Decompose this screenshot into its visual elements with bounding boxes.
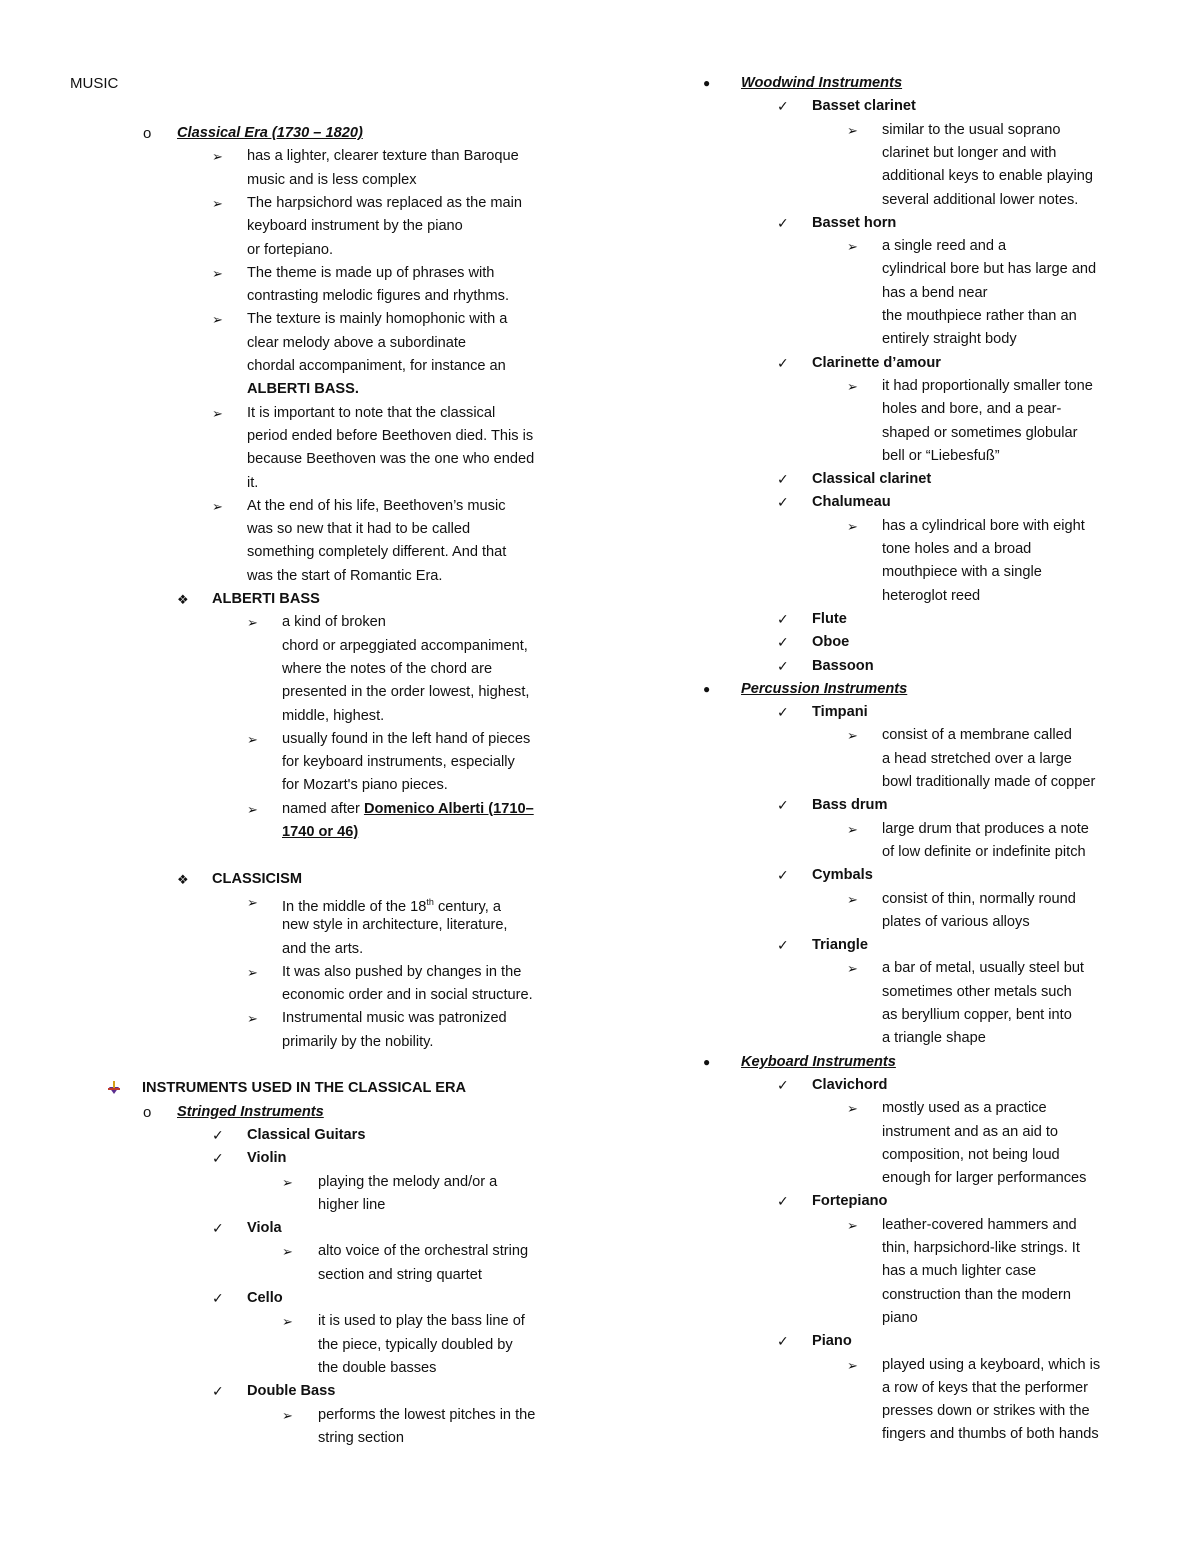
instrument-note: cylindrical bore but has large and: [882, 261, 1097, 278]
instrument-note: bell or “Liebesfuß”: [882, 447, 1000, 464]
arrow-bullet-icon: ➢: [212, 498, 223, 514]
bullet-text: The harpsichord was replaced as the main: [247, 194, 522, 211]
instrument-name: Cello: [247, 1290, 283, 1306]
instrument-name: Oboe: [812, 634, 850, 651]
bullet-text: primarily by the nobility.: [282, 1033, 434, 1050]
instrument-note: it had proportionally smaller tone: [882, 377, 1093, 394]
check-icon: ✓: [777, 214, 789, 231]
instrument-note: a bar of metal, usually steel but: [882, 960, 1084, 977]
instrument-name: Clarinette d’amour: [812, 354, 941, 371]
instrument-note: composition, not being loud: [882, 1146, 1060, 1163]
check-icon: ✓: [777, 937, 789, 954]
bullet-text: chord or arpeggiated accompaniment,: [282, 637, 528, 654]
section-heading-percussion: Percussion Instruments: [741, 680, 908, 697]
bullet-text: At the end of his life, Beethoven’s music: [247, 497, 506, 514]
instrument-note: heteroglot reed: [882, 587, 981, 604]
arrow-bullet-icon: ➢: [847, 728, 858, 744]
instrument-note: mostly used as a practice: [882, 1100, 1047, 1117]
instrument-note: string section: [318, 1429, 404, 1446]
arrow-bullet-icon: ➢: [847, 239, 858, 255]
instrument-note: additional keys to enable playing: [882, 168, 1093, 185]
check-icon: ✓: [212, 1290, 224, 1306]
instrument-note: a row of keys that the performer: [882, 1379, 1089, 1396]
instrument-name: Fortepiano: [812, 1193, 888, 1210]
arrow-bullet-icon: ➢: [847, 1101, 858, 1117]
instrument-note: has a cylindrical bore with eight: [882, 517, 1085, 534]
instrument-note: similar to the usual soprano: [882, 121, 1061, 138]
instrument-note: alto voice of the orchestral string: [318, 1243, 529, 1260]
instrument-name: Basset horn: [812, 214, 897, 231]
arrow-bullet-icon: ➢: [247, 615, 258, 631]
bullet-text: It was also pushed by changes in the: [282, 963, 522, 980]
check-icon: ✓: [777, 634, 789, 651]
instrument-note: a head stretched over a large: [882, 750, 1072, 767]
section-heading-classical-era: Classical Era (1730 – 1820): [177, 125, 363, 141]
instrument-name: Triangle: [812, 937, 868, 954]
instrument-name: Bass drum: [812, 797, 888, 814]
instrument-name: Double Bass: [247, 1383, 336, 1400]
main-heading-instruments: INSTRUMENTS USED IN THE CLASSICAL ERA: [142, 1080, 467, 1097]
check-icon: ✓: [212, 1383, 224, 1400]
instrument-note: leather-covered hammers and: [882, 1216, 1077, 1233]
bullet-text: Instrumental music was patronized: [282, 1010, 507, 1027]
bullet-text: was the start of Romantic Era.: [247, 567, 443, 584]
instrument-note: entirely straight body: [882, 331, 1017, 348]
instrument-note: construction than the modern: [882, 1286, 1072, 1303]
circle-bullet-icon: o: [143, 125, 152, 142]
instrument-name: Violin: [247, 1150, 287, 1167]
check-icon: ✓: [777, 797, 789, 814]
page-title: MUSIC: [70, 75, 119, 92]
bullet-text: presented in the order lowest, highest,: [282, 684, 530, 701]
instrument-note: it is used to play the bass line of: [318, 1313, 525, 1330]
domenico-alberti-link[interactable]: Domenico Alberti (1710–: [363, 800, 534, 817]
arrow-bullet-icon: ➢: [282, 1407, 293, 1423]
arrow-bullet-icon: ➢: [247, 1011, 258, 1027]
instrument-note: played using a keyboard, which is: [882, 1356, 1101, 1373]
named-after-label: named after: [282, 800, 364, 817]
arrow-bullet-icon: ➢: [847, 961, 858, 977]
check-icon: ✓: [212, 1150, 224, 1167]
bullet-text: a kind of broken: [282, 614, 386, 631]
instrument-name: Basset clarinet: [812, 98, 916, 115]
check-icon: ✓: [777, 610, 789, 627]
bullet-text: was so new that it had to be called: [247, 521, 471, 538]
instrument-note: has a bend near: [882, 284, 988, 301]
instrument-note: section and string quartet: [318, 1266, 482, 1283]
arrow-bullet-icon: ➢: [847, 378, 858, 394]
section-heading-woodwind: Woodwind Instruments: [741, 75, 903, 91]
bullet-text: keyboard instrument by the piano: [247, 218, 463, 235]
check-icon: ✓: [777, 1193, 789, 1210]
arrow-bullet-icon: ➢: [247, 731, 258, 747]
bullet-text: clear melody above a subordinate: [247, 334, 467, 351]
instrument-note: instrument and as an aid to: [882, 1123, 1059, 1140]
subsection-heading-classicism: CLASSICISM: [212, 870, 302, 887]
instrument-note: of low definite or indefinite pitch: [882, 843, 1086, 860]
instrument-note: thin, harpsichord-like strings. It: [882, 1240, 1080, 1256]
bullet-text: for keyboard instruments, especially: [282, 754, 515, 771]
instrument-note: piano: [882, 1309, 918, 1326]
check-icon: ✓: [777, 471, 789, 488]
bullet-text: because Beethoven was the one who ended: [247, 451, 535, 468]
bullet-text: [282, 798, 534, 821]
instrument-name: Timpani: [812, 704, 868, 721]
arrow-bullet-icon: ➢: [847, 1357, 858, 1373]
bullet-text: ALBERTI BASS.: [247, 381, 359, 398]
instrument-note: plates of various alloys: [882, 913, 1030, 930]
arrow-bullet-icon: ➢: [282, 1244, 293, 1260]
instrument-note: playing the melody and/or a: [318, 1173, 498, 1190]
instrument-note: higher line: [318, 1196, 386, 1213]
instrument-name: Piano: [812, 1333, 852, 1350]
instrument-note: performs the lowest pitches in the: [318, 1406, 536, 1423]
instrument-note: the piece, typically doubled by: [318, 1336, 513, 1353]
arrow-bullet-icon: ➢: [247, 894, 258, 910]
instrument-note: holes and bore, and a pear-: [882, 401, 1062, 418]
bullet-text: economic order and in social structure.: [282, 987, 533, 1004]
arrow-bullet-icon: ➢: [282, 1314, 293, 1330]
bullet-text: It is important to note that the classical: [247, 404, 496, 421]
arrow-bullet-icon: ➢: [212, 312, 223, 328]
arrow-bullet-icon: ➢: [212, 405, 223, 421]
bullet-text: chordal accompaniment, for instance an: [247, 358, 506, 374]
instrument-note: enough for larger performances: [882, 1170, 1087, 1187]
circle-bullet-icon: o: [143, 1103, 152, 1121]
instrument-note: has a much lighter case: [882, 1263, 1037, 1280]
instrument-name: Flute: [812, 610, 847, 627]
arrow-bullet-icon: ➢: [847, 891, 858, 907]
instrument-note: consist of a membrane called: [882, 727, 1072, 744]
bullet-text: for Mozart's piano pieces.: [282, 777, 448, 794]
instrument-note: presses down or strikes with the: [882, 1403, 1090, 1420]
instrument-note: shaped or sometimes globular: [882, 424, 1078, 441]
arrow-bullet-icon: ➢: [247, 801, 258, 817]
arrow-bullet-icon: ➢: [847, 518, 858, 534]
bullet-text: something completely different. And that: [247, 544, 507, 561]
instrument-note: tone holes and a broad: [882, 541, 1032, 557]
instrument-note: large drum that produces a note: [882, 820, 1089, 837]
instrument-note: several additional lower notes.: [882, 191, 1079, 208]
arrow-bullet-icon: ➢: [847, 1217, 858, 1233]
bullet-text: music and is less complex: [247, 171, 417, 188]
instrument-note: fingers and thumbs of both hands: [882, 1426, 1099, 1443]
instrument-note: consist of thin, normally round: [882, 890, 1076, 907]
instrument-note: a triangle shape: [882, 1030, 986, 1047]
instrument-note: a single reed and a: [882, 238, 1007, 255]
instrument-name: Classical clarinet: [812, 471, 932, 488]
bullet-text: middle, highest.: [282, 707, 385, 724]
instrument-name: Chalumeau: [812, 494, 891, 511]
check-icon: ✓: [777, 704, 789, 721]
instrument-note: the double basses: [318, 1359, 437, 1376]
instrument-note: the mouthpiece rather than an: [882, 308, 1077, 324]
bullet-text: The texture is mainly homophonic with a: [247, 311, 508, 328]
section-heading-keyboard: Keyboard Instruments: [741, 1053, 896, 1070]
instrument-note: clarinet but longer and with: [882, 144, 1057, 161]
bullet-text: contrasting melodic figures and rhythms.: [247, 288, 509, 305]
arrow-bullet-icon: ➢: [212, 265, 223, 281]
instrument-note: bowl traditionally made of copper: [882, 774, 1096, 790]
arrow-bullet-icon: ➢: [847, 122, 858, 138]
check-icon: ✓: [777, 494, 789, 511]
instrument-note: sometimes other metals such: [882, 983, 1072, 1000]
domenico-alberti-link[interactable]: 1740 or 46): [282, 824, 359, 840]
arrow-bullet-icon: ➢: [212, 195, 223, 211]
arrow-bullet-icon: ➢: [247, 964, 258, 980]
subsection-heading-alberti-bass: ALBERTI BASS: [212, 591, 320, 607]
dot-bullet-icon: ●: [703, 1054, 711, 1069]
check-icon: ✓: [777, 98, 789, 115]
dot-bullet-icon: ●: [703, 681, 711, 696]
check-icon: ✓: [777, 1333, 789, 1350]
bullet-text: where the notes of the chord are: [282, 660, 493, 677]
instrument-name: Bassoon: [812, 657, 874, 674]
instrument-note: as beryllium copper, bent into: [882, 1007, 1072, 1023]
bullet-text-part: In the middle of the 18: [282, 898, 427, 915]
arrow-bullet-icon: ➢: [282, 1174, 293, 1190]
superscript: th: [426, 896, 434, 907]
instrument-name: Classical Guitars: [247, 1126, 366, 1143]
bullet-text: period ended before Beethoven died. This is: [247, 427, 534, 444]
check-icon: ✓: [777, 867, 789, 884]
arrow-down-icon: [108, 1081, 120, 1099]
instrument-name: Viola: [247, 1220, 282, 1237]
check-icon: ✓: [212, 1126, 224, 1143]
dot-bullet-icon: ●: [703, 76, 711, 90]
bullet-text: new style in architecture, literature,: [282, 917, 508, 934]
instrument-name: Clavichord: [812, 1076, 888, 1093]
check-icon: ✓: [777, 1076, 789, 1093]
arrow-bullet-icon: ➢: [847, 821, 858, 837]
bullet-text: usually found in the left hand of pieces: [282, 730, 531, 747]
instrument-name: Cymbals: [812, 867, 873, 884]
check-icon: ✓: [777, 354, 789, 371]
diamond-bullet-icon: ❖: [177, 871, 189, 887]
diamond-bullet-icon: ❖: [177, 592, 189, 607]
instrument-note: mouthpiece with a single: [882, 564, 1042, 581]
bullet-text: and the arts.: [282, 940, 364, 957]
bullet-text: or fortepiano.: [247, 241, 333, 258]
check-icon: ✓: [777, 657, 789, 674]
arrow-bullet-icon: ➢: [212, 149, 223, 165]
check-icon: ✓: [212, 1220, 224, 1237]
section-heading-stringed: Stringed Instruments: [177, 1103, 324, 1120]
bullet-text: The theme is made up of phrases with: [247, 264, 495, 281]
bullet-text: has a lighter, clearer texture than Baroque: [247, 148, 519, 165]
bullet-text: it.: [247, 474, 259, 491]
bullet-text-part: century, a: [433, 898, 501, 915]
